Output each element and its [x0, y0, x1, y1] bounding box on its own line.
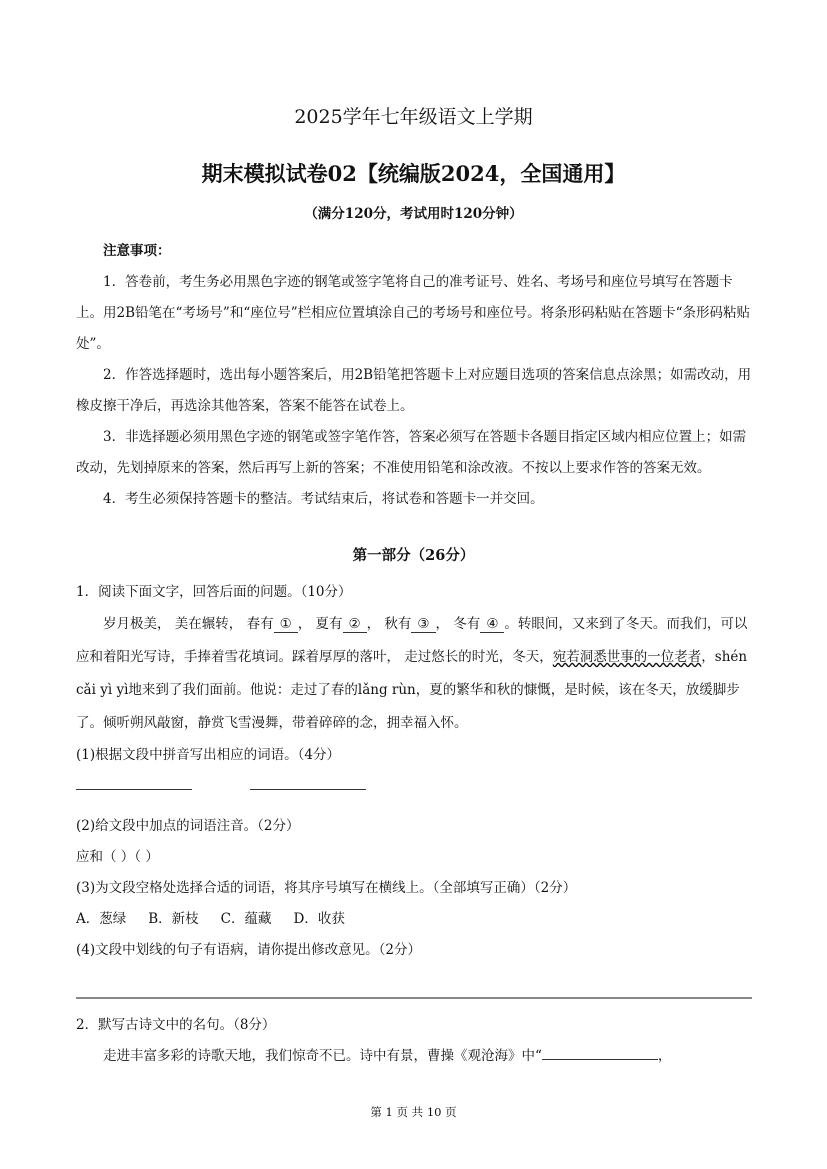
blank-3: ③: [411, 616, 435, 633]
note-item: 3．非选择题必须用黑色字迹的钢笔或签字笔作答，答案必须写在答题卡各题目指定区域内相应位置上；如需改动，先划掉原来的答案，然后再写上新的答案；不准使用铅笔和涂改液。不按以上要求作答的答案无效。: [76, 429, 747, 476]
exam-score-time: （满分120分，考试用时120分钟）: [304, 206, 523, 222]
reading-passage: [76, 608, 756, 740]
blank-2: ②: [343, 616, 367, 633]
question-stem: 1．阅读下面文字，回答后面的问题。（10分）: [76, 584, 352, 600]
note-item: 2．作答选择题时，选出每小题答案后，用2B铅笔把答题卡上对应题目选项的答案信息点涂黑；如需改动，用橡皮擦干净后，再选涂其他答案，答案不能答在试卷上。: [76, 367, 752, 414]
question-text: [76, 1041, 756, 1072]
subquestion-3: (3)为文段空格处选择合适的词语，将其序号填写在横线上。（全部填写正确）（2分）: [76, 880, 577, 896]
note-item: 1．答卷前，考生务必用黑色字迹的钢笔或签字笔将自己的准考证号、姓名、考场号和座位号填写在答题卡上。用2B铅笔在“考场号”和“座位号”栏相应位置填涂自己的考场号和座位号。将条形码粘贴在答题卡“条形码粘贴处”。: [76, 274, 751, 352]
question-stem: 2．默写古诗文中的名句。（8分）: [76, 1017, 276, 1033]
underlined-sentence: 宛若洞悉世事的一位老者: [552, 649, 702, 665]
passage-text: 。转眼间，又来到了冬天。而我们，可以应和着阳光写诗，手捧着雪花填词。踩着厚厚的落叶， 走过悠长的时光，冬天，: [76, 616, 748, 665]
passage-text: ， 秋有: [366, 616, 412, 632]
subquestion-4: (4)文段中划线的句子有语病，请你提出修改意见。（2分）: [76, 942, 421, 958]
page-footer: 第 1 页 共 10 页: [370, 1105, 457, 1119]
subquestion-1: (1)根据文段中拼音写出相应的词语。（4分）: [76, 747, 340, 763]
question-text-span: 走进丰富多彩的诗歌天地，我们惊奇不已。诗中有景，曹操《观沧海》中“: [103, 1048, 542, 1064]
blank-1: ①: [274, 616, 298, 633]
subquestion-2-answer: 应和（ ）（ ）: [76, 849, 159, 865]
blank-4: ④: [480, 616, 504, 633]
question-1: [76, 577, 756, 966]
answer-divider: [76, 997, 752, 999]
section-heading: 第一部分（26分）: [352, 547, 475, 564]
notes: [76, 236, 756, 515]
passage-text: ， 冬有: [435, 616, 481, 632]
option-b: B．新枝: [148, 911, 199, 927]
subquestion-2: (2)给文段中加点的词语注音。（2分）: [76, 818, 300, 834]
answer-line[interactable]: [76, 775, 192, 790]
exam-title-line1: 2025学年七年级语文上学期: [294, 106, 533, 128]
notes-title: 注意事项：: [103, 243, 171, 259]
passage-text: 岁月极美， 美在辗转， 春有: [103, 616, 274, 632]
answer-line[interactable]: [250, 775, 366, 790]
option-a: A．葱绿: [76, 911, 127, 927]
answer-line[interactable]: [542, 1045, 658, 1060]
options: [76, 904, 756, 935]
option-d: D．收获: [293, 911, 345, 927]
question-text-span: ，: [657, 1048, 672, 1064]
exam-title-line2: 期末模拟试卷02【统编版2024，全国通用】: [201, 161, 626, 186]
passage-text: ， 夏有: [297, 616, 343, 632]
note-item: 4．考生必须保持答题卡的整洁。考试结束后，将试卷和答题卡一并交回。: [103, 491, 544, 507]
passage-text: ，shén cǎi yì yì地来到了我们面前。他说：走过了春的lǎng rùn，夏的繁华和秋的慷慨，是时候，该在冬天，放缓脚步了。倾听朔风敲窗，静赏飞雪漫舞，带着碎碎的念，拥幸福入怀。: [76, 649, 748, 731]
option-c: C．蕴藏: [220, 911, 272, 927]
answer-lines: [76, 771, 756, 811]
question-2: [76, 1010, 756, 1072]
